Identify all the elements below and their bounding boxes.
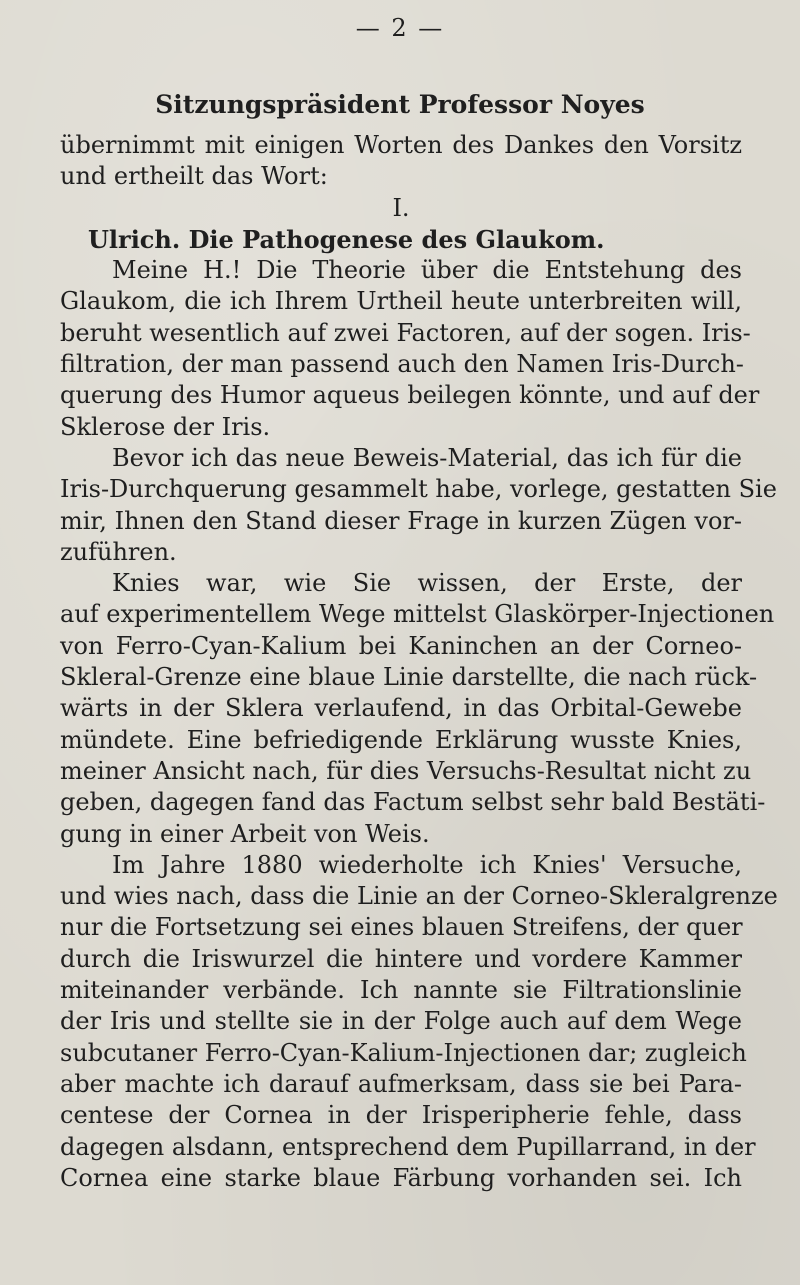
text-line: und ertheilt das Wort: — [60, 162, 328, 191]
text-line: beruht wesentlich auf zwei Factoren, auf der sogen. Iris- — [60, 318, 751, 347]
text-line: filtration, der man passend auch den Namen Iris-Durch- — [60, 350, 744, 379]
text-line: meiner Ansicht nach, für dies Versuchs-Resultat nicht zu — [60, 756, 752, 785]
text-line: wärts in der Sklera verlaufend, in das Orbital-Gewebe — [60, 694, 742, 723]
text-line: nur die Fortsetzung sei eines blauen Streifens, der quer — [60, 913, 743, 942]
text-line: mir, Ihnen den Stand dieser Frage in kurzen Zügen vor- — [60, 506, 742, 535]
text-line: querung des Humor aqueus beilegen könnte, und auf der — [60, 381, 760, 410]
text-line: centese der Cornea in der Irisperipherie fehle, dass — [60, 1101, 742, 1130]
text-line: mündete. Eine befriedigende Erklärung wusste Knies, — [60, 725, 742, 754]
text-line: der Iris und stellte sie in der Folge auch auf dem Wege — [60, 1007, 742, 1036]
talk-title: Ulrich. Die Pathogenese des Glaukom. — [88, 224, 605, 254]
section-numeral: I. — [392, 193, 410, 222]
text-line: Im Jahre 1880 wiederholte ich Knies' Versuche, — [112, 850, 742, 879]
text-line: Knies war, wie Sie wissen, der Erste, der — [112, 569, 742, 598]
text-line: Glaukom, die ich Ihrem Urtheil heute unterbreiten will, — [60, 287, 742, 316]
text-line: übernimmt mit einigen Worten des Dankes den Vorsitz — [60, 131, 742, 159]
session-heading: Sitzungspräsident Professor Noyes — [155, 90, 645, 119]
body-text — [60, 130, 778, 1194]
text-line: Skleral-Grenze eine blaue Linie darstellte, die nach rück- — [60, 663, 758, 692]
page-number: — 2 — — [355, 14, 445, 42]
text-line: zuführen. — [60, 537, 177, 566]
text-line: auf experimentellem Wege mittelst Glaskörper-Injectionen — [60, 600, 775, 629]
text-line: gung in einer Arbeit von Weis. — [60, 819, 430, 848]
text-line: Meine H.! Die Theorie über die Entstehung des — [112, 256, 742, 285]
text-line: durch die Iriswurzel die hintere und vordere Kammer — [60, 944, 742, 973]
text-line: und wies nach, dass die Linie an der Corneo-Skleralgrenze — [60, 882, 778, 911]
text-line: miteinander verbände. Ich nannte sie Filtrationslinie — [60, 976, 742, 1005]
text-line: Cornea eine starke blaue Färbung vorhanden sei. Ich — [60, 1163, 742, 1192]
text-line: subcutaner Ferro-Cyan-Kalium-Injectionen dar; zugleich — [60, 1038, 747, 1067]
text-line: geben, dagegen fand das Factum selbst sehr bald Bestäti- — [60, 788, 766, 817]
text-line: Iris-Durchquerung gesammelt habe, vorlege, gestatten Sie — [60, 475, 777, 504]
text-line: dagegen alsdann, entsprechend dem Pupillarrand, in der — [60, 1132, 756, 1161]
text-line: Sklerose der Iris. — [60, 412, 271, 441]
text-line: aber machte ich darauf aufmerksam, dass sie bei Para- — [60, 1069, 742, 1098]
text-line: von Ferro-Cyan-Kalium bei Kaninchen an der Corneo- — [60, 631, 742, 660]
text-line: Bevor ich das neue Beweis-Material, das ich für die — [112, 443, 742, 472]
